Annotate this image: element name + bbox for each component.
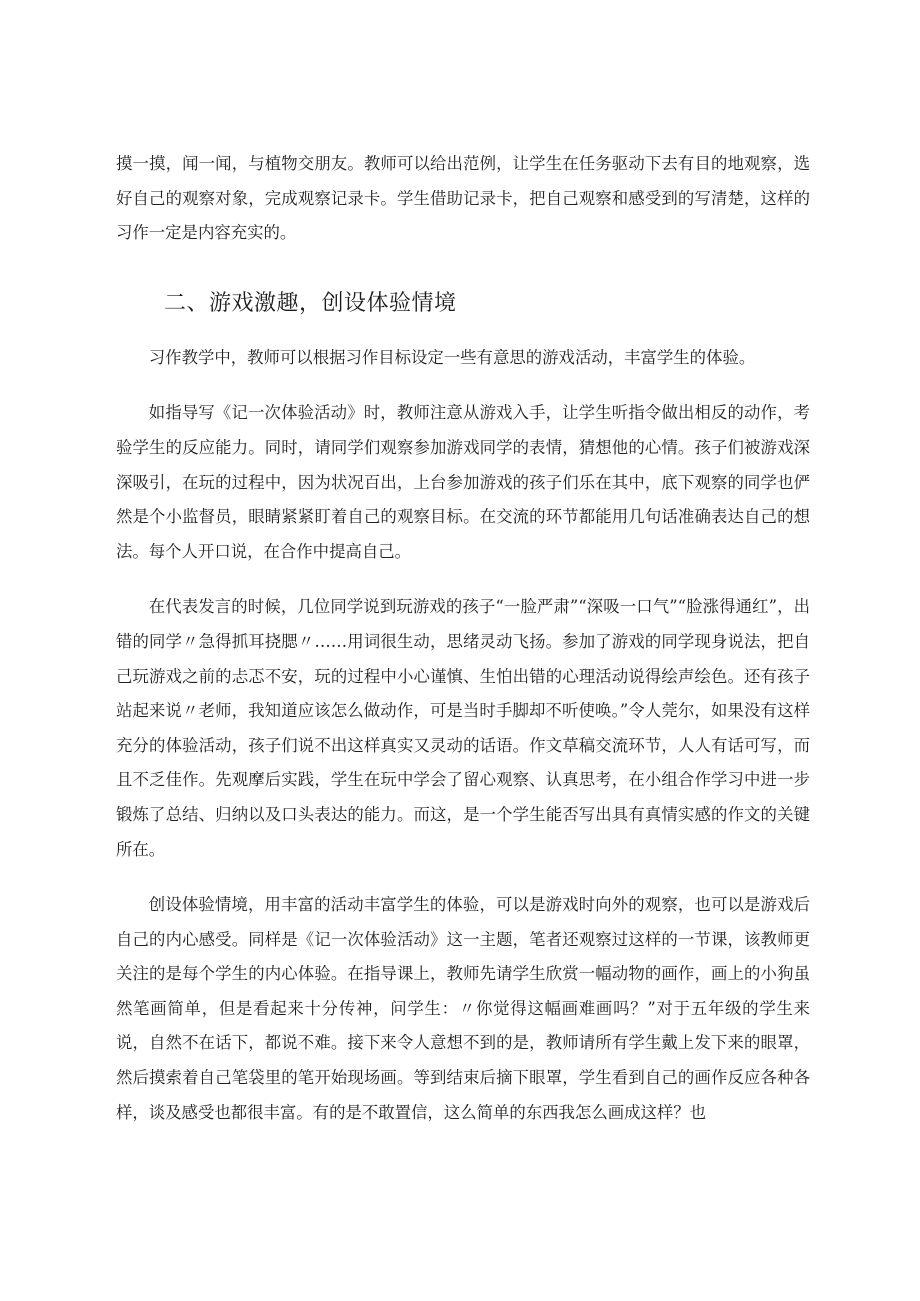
- body-paragraph-3: 在代表发言的时候，几位同学说到玩游戏的孩子“一脸严肃”“深吸一口气”“脸涨得通红”，出错的同学〃急得抓耳挠腮〃……用词很生动，思绪灵动飞扬。参加了游戏的同学现身说法，把自己玩游戏之前的忐忑不安，玩的过程中小心谨慎、生怕出错的心理活动说得绘声绘色。还有孩子站起来说〃老师，我知道应该怎么做动作，可是当时手脚却不听使唤。”令人莞尔，如果没有这样充分的体验活动，孩子们说不出这样真实又灵动的话语。作文草稿交流环节，人人有话可写，而且不乏佳作。先观摩后实践，学生在玩中学会了留心观察、认真思考，在小组合作学习中进一步锻炼了总结、归纳以及口头表达的能力。而这，是一个学生能否写出具有真情实感的作文的关键所在。: [116, 597, 810, 859]
- intro-paragraph: 摸一摸，闻一闻，与植物交朋友。教师可以给出范例，让学生在任务驱动下去有目的地观察，选好自己的观察对象，完成观察记录卡。学生借助记录卡，把自己观察和感受到的写清楚，这样的习作一定是内容充实的。: [116, 154, 810, 243]
- section-heading: 二、游戏激趣，创设体验情境: [164, 290, 457, 316]
- body-paragraph-4: 创设体验情境，用丰富的活动丰富学生的体验，可以是游戏时向外的观察，也可以是游戏后自己的内心感受。同样是《记一次体验活动》这一主题，笔者还观察过这样的一节课，该教师更关注的是每个学生的内心体验。在指导课上，教师先请学生欣赏一幅动物的画作，画上的小狗虽然笔画简单，但是看起来十分传神，问学生：〃你觉得这幅画难画吗？”对于五年级的学生来说，自然不在话下，都说不难。接下来令人意想不到的是，教师请所有学生戴上发下来的眼罩，然后摸索着自己笔袋里的笔开始现场画。等到结束后摘下眼罩，学生看到自己的画作反应各种各样，谈及感受也都很丰富。有的是不敢置信，这么简单的东西我怎么画成这样？也: [116, 895, 810, 1122]
- document-body: [116, 147, 810, 1151]
- body-paragraph-1: 习作教学中，教师可以根据习作目标设定一些有意思的游戏活动，丰富学生的体验。: [148, 347, 756, 367]
- body-paragraph-2: 如指导写《记一次体验活动》时，教师注意从游戏入手，让学生听指令做出相反的动作，考验学生的反应能力。同时，请同学们观察参加游戏同学的表情，猜想他的心情。孩子们被游戏深深吸引，在玩的过程中，因为状况百出，上台参加游戏的孩子们乐在其中，底下观察的同学也俨然是个小监督员，眼睛紧紧盯着自己的观察目标。在交流的环节都能用几句话准确表达自己的想法。每个人开口说，在合作中提高自己。: [116, 403, 810, 561]
